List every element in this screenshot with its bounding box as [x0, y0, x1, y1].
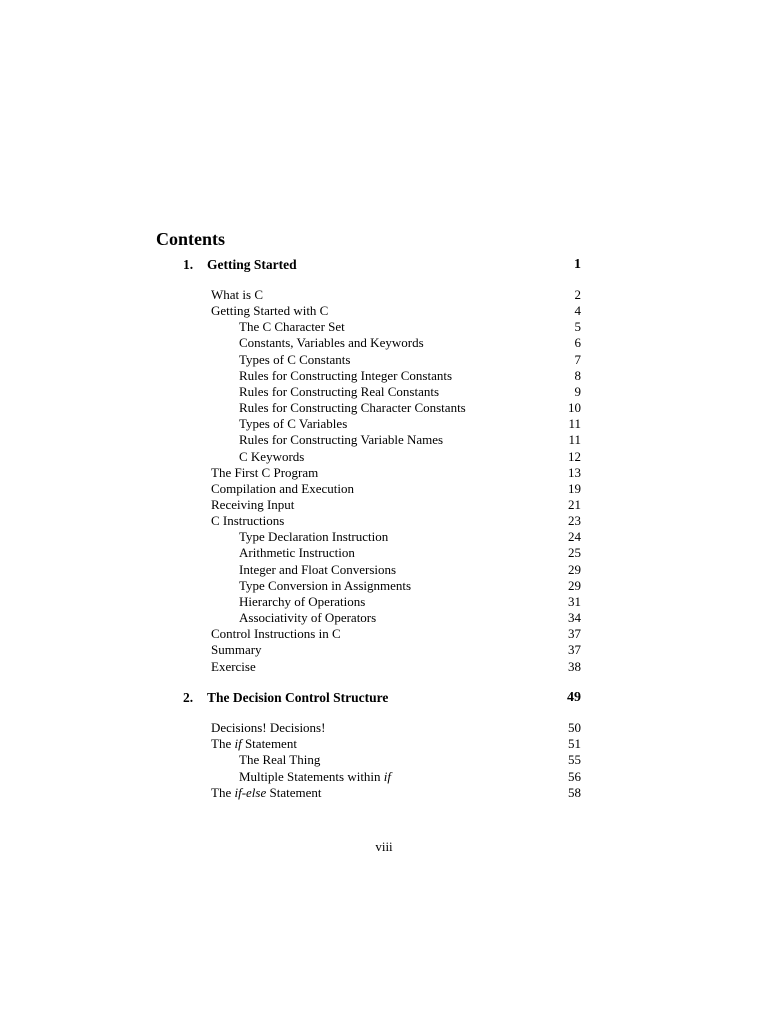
chapter-heading: [183, 257, 583, 275]
toc-entry-title: Control Instructions in C: [211, 626, 341, 642]
toc-entry-page-number: 34: [568, 610, 581, 625]
toc-entry-title-keyword: if: [383, 768, 392, 784]
toc-entry-page-number: 19: [568, 480, 581, 496]
toc-entry-page-number: 29: [568, 561, 581, 577]
toc-entry-page-number: 7: [574, 351, 581, 367]
toc-entry-page-number: 38: [568, 658, 581, 674]
toc-entry-page-number: 4: [574, 303, 581, 319]
toc-entry-title-text: Statement: [266, 784, 322, 800]
toc-entry-title: Types of C Constants: [239, 351, 351, 367]
toc-entry-title: Hierarchy of Operations: [239, 593, 366, 609]
toc-entry: [211, 642, 581, 658]
toc-entry-title-keyword: if: [234, 736, 242, 752]
toc-entry-title-text: Statement: [241, 736, 297, 752]
toc-entry: [239, 545, 581, 561]
toc-entry-title-text: Multiple Statements within: [239, 768, 384, 784]
toc-entry-title: Types of C Variables: [239, 416, 348, 432]
toc-entry: [211, 497, 581, 513]
toc-entry-page-number: 2: [574, 287, 581, 302]
toc-entry: [239, 578, 581, 594]
toc-entry-page-number: 25: [568, 545, 581, 561]
toc-entry-title: Rules for Constructing Character Constants: [239, 400, 466, 415]
toc-entry-page-number: 58: [568, 784, 581, 800]
toc-entry: [211, 720, 581, 736]
toc-entry-title: What is C: [211, 287, 263, 302]
toc-entry: [211, 465, 581, 481]
toc-entry: [239, 769, 581, 785]
toc-entry-title: Decisions! Decisions!: [211, 720, 326, 735]
toc-entry-title: C Keywords: [239, 448, 305, 464]
chapter-number: 2.: [183, 690, 194, 705]
toc-entry: [239, 529, 581, 545]
toc-entry: [211, 513, 581, 529]
toc-entry: [239, 352, 581, 368]
toc-entry-page-number: 23: [568, 513, 581, 529]
toc-entry-page-number: 12: [568, 448, 581, 464]
toc-entry-page-number: 5: [574, 319, 581, 335]
toc-entry: [239, 384, 581, 400]
toc-entry-page-number: 11: [568, 416, 581, 432]
chapter-title: Getting Started: [207, 257, 297, 272]
chapter-heading: [183, 690, 583, 708]
toc-entry-title: Receiving Input: [211, 496, 295, 512]
toc-entry-title: Compilation and Execution: [211, 480, 354, 496]
toc-entry: [211, 785, 581, 801]
toc-entry-page-number: 56: [568, 768, 581, 784]
toc-entry: [239, 449, 581, 465]
toc-entry: [211, 736, 581, 752]
toc-entry-title: Rules for Constructing Variable Names: [239, 432, 444, 448]
toc-entry-page-number: 8: [574, 367, 581, 383]
toc-entry-page-number: 11: [568, 432, 581, 448]
toc-entry-page-number: 31: [568, 593, 581, 609]
toc-entry-page-number: 6: [574, 335, 581, 351]
toc-entry-title: Integer and Float Conversions: [239, 561, 397, 577]
toc-entry-title: Exercise: [211, 658, 256, 674]
toc-entry-page-number: 10: [568, 400, 581, 415]
toc-entry-page-number: 29: [568, 577, 581, 593]
toc-entry: [239, 610, 581, 626]
toc-entry-title: Rules for Constructing Integer Constants: [239, 367, 453, 383]
toc-entry-title: Constants, Variables and Keywords: [239, 335, 424, 351]
page-number: viii: [375, 839, 393, 854]
toc-entry: [239, 400, 581, 416]
toc-entry: [239, 416, 581, 432]
toc-entry-page-number: 9: [574, 383, 581, 399]
toc-entry: [239, 319, 581, 335]
toc-entry-page-number: 37: [568, 642, 581, 658]
toc-entry-title: Rules for Constructing Real Constants: [239, 383, 440, 399]
chapter-page-number: 49: [567, 690, 581, 705]
toc-entry: [239, 432, 581, 448]
toc-entry-title-keyword: if-else: [234, 784, 267, 800]
toc-entry-title: C Instructions: [211, 513, 285, 529]
toc-entry-page-number: 24: [568, 529, 581, 545]
toc-entry-title: [211, 736, 297, 752]
toc-entry-page-number: 37: [568, 626, 581, 642]
toc-entry-page-number: 21: [568, 496, 581, 512]
toc-entry-title: The First C Program: [211, 464, 319, 480]
toc-entry: [211, 481, 581, 497]
toc-entry-title: Summary: [211, 642, 262, 658]
toc-entry-title-text: The: [211, 784, 235, 800]
toc-entry: [211, 303, 581, 319]
toc-entry-title: Type Declaration Instruction: [239, 529, 389, 545]
chapter-page-number: 1: [574, 257, 581, 272]
toc-entry-title: The C Character Set: [239, 319, 345, 335]
toc-entry: [239, 594, 581, 610]
toc-entry: [239, 752, 581, 768]
toc-entry-title: The Real Thing: [239, 752, 321, 768]
toc-entry: [211, 287, 581, 303]
toc-entry: [211, 626, 581, 642]
toc-entry-title-text: The: [211, 736, 235, 752]
toc-entry: [211, 659, 581, 675]
chapter-number: 1.: [183, 257, 194, 272]
contents-heading: Contents: [156, 229, 226, 249]
toc-entry-title: Getting Started with C: [211, 303, 329, 319]
toc-entry: [239, 368, 581, 384]
toc-entry-page-number: 13: [568, 464, 581, 480]
toc-entry-page-number: 55: [568, 752, 581, 768]
toc-entry: [239, 562, 581, 578]
toc-entry-title: [211, 785, 321, 801]
toc-entry-title: Type Conversion in Assignments: [239, 577, 412, 593]
toc-entry-page-number: 51: [568, 736, 581, 752]
toc-entry-page-number: 50: [568, 720, 581, 735]
toc-entry: [239, 335, 581, 351]
toc-entry-title: [239, 769, 391, 785]
toc-entry-title: Arithmetic Instruction: [239, 545, 355, 561]
chapter-title: The Decision Control Structure: [207, 690, 389, 705]
toc-entry-title: Associativity of Operators: [239, 610, 377, 625]
